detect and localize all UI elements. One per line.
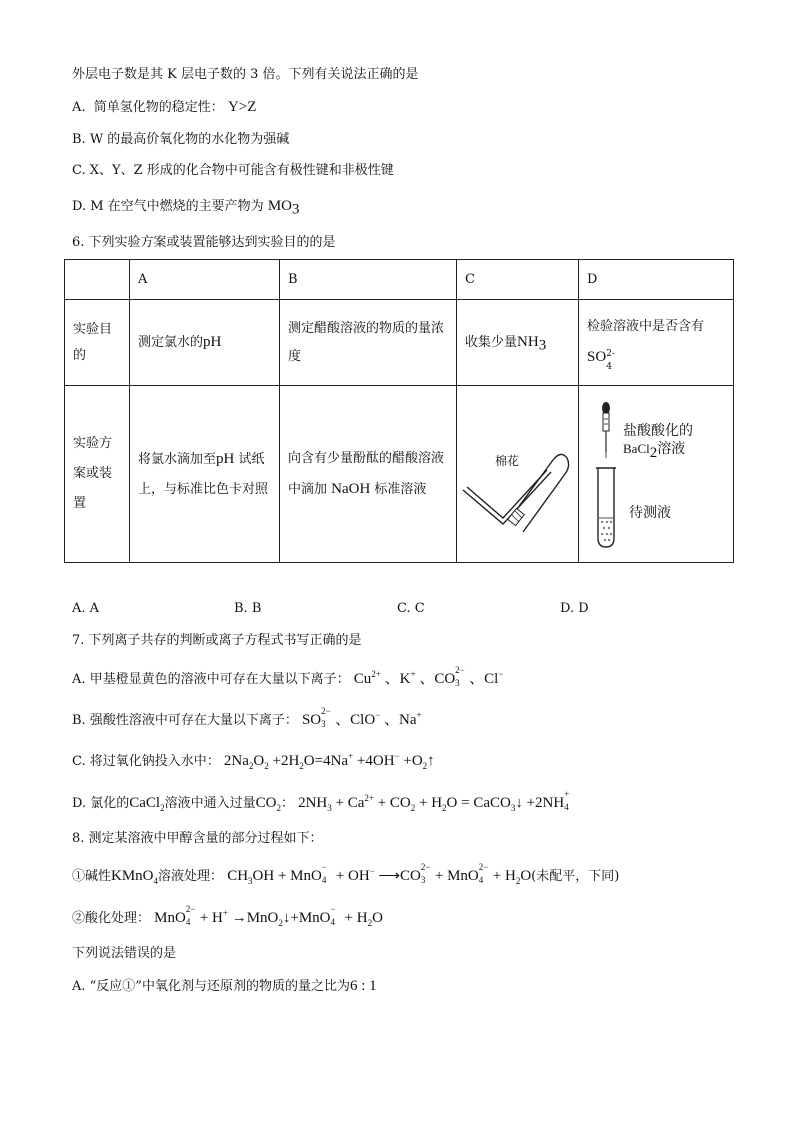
- header-b: B: [280, 260, 457, 300]
- q8-option-a: A. “反应①”中氧化剂与还原剂的物质的量之比为6 : 1: [72, 978, 377, 994]
- header-a: A: [130, 260, 280, 300]
- q7-option-d: D. 氯化的CaCl$_2$溶液中通入过量$CO_2$： $2NH_3 + Ca^{2+} + CO_2 + H_2O$ = CaCO$_3$↓ +2NH + 4: [72, 789, 570, 813]
- sulfate-test-apparatus: [579, 386, 733, 562]
- row-label-purpose: 实验目的: [65, 300, 130, 386]
- sample-label: 待测液: [629, 505, 671, 521]
- dropper-and-tube-diagram: [579, 386, 733, 562]
- table-row-method: [65, 386, 734, 563]
- q8-question: 下列说法错误的是: [72, 946, 177, 961]
- q8-step-2: ②酸化处理： MnO 2− 4 + H+ →MnO$_2$↓+MnO − 4 + $H_2O$: [72, 904, 383, 928]
- q8-stem: 8. 测定某溶液中甲醇含量的部分过程如下：: [72, 831, 323, 846]
- cell-a-method: 将氯水滴加至pH 试纸上，与标准比色卡对照: [130, 386, 280, 563]
- row-label-method: 实验方案或装置: [65, 386, 130, 563]
- header-c: C: [457, 260, 579, 300]
- inverted-tube-diagram: [457, 386, 578, 562]
- q7-option-c: C. 将过氧化钠投入水中： $2Na_2O_2 +2H_2O=4Na^+ +4OH^-$ $+O_2↑$: [72, 751, 435, 771]
- cell-c-purpose: 收集少量$NH_3$: [457, 300, 579, 386]
- experiment-table: [64, 259, 734, 563]
- cell-d-method: [579, 386, 734, 563]
- q6-option-b: B. B: [234, 601, 262, 616]
- q5-option-c: C. X、Y、Z 形成的化合物中可能含有极性键和非极性键: [72, 163, 394, 178]
- cell-a-purpose: 测定氯水的pH: [130, 300, 280, 386]
- cotton-label: 棉花: [495, 454, 520, 468]
- q7-option-a: A. 甲基橙显黄色的溶液中可存在大量以下离子： $Cu^{2+}$ 、K+ 、CO 2− 3 、Cl−: [72, 665, 504, 688]
- q8-step-1: ①碱性KMnO$_4$溶液处理： $CH_3OH$ + MnO − 4 + OH− ⟶CO 2− 3 + MnO 2− 4 + $H_2O$(未配平，下同): [72, 862, 620, 886]
- reagent-label: 盐酸酸化的 BaCl$_2$溶液: [623, 423, 693, 461]
- q5-option-d: D. M 在空气中燃烧的主要产物为 $MO_3$: [72, 198, 300, 218]
- header-blank: [65, 260, 130, 300]
- cell-c-method: [457, 386, 579, 563]
- q6-option-c: C. C: [397, 601, 425, 616]
- q6-option-a: A. A: [72, 601, 100, 616]
- q6-stem: 6. 下列实验方案或装置能够达到实验目的的是: [72, 235, 336, 250]
- cell-b-purpose: 测定醋酸溶液的物质的量浓度: [280, 300, 457, 386]
- q5-option-b: B. W 的最高价氧化物的水化物为强碱: [72, 132, 290, 147]
- table-row-purpose: [65, 300, 734, 386]
- header-d: D: [579, 260, 734, 300]
- gas-collection-apparatus: [457, 386, 578, 562]
- cell-d-purpose: 检验溶液中是否含有 SO 2- 4: [579, 300, 734, 386]
- table-header-row: [65, 260, 734, 300]
- q7-option-b: B. 强酸性溶液中可存在大量以下离子： SO 2− 3 、ClO− 、Na+: [72, 706, 422, 729]
- q5-intro: 外层电子数是其 K 层电子数的 3 倍。下列有关说法正确的是: [72, 67, 419, 82]
- q7-stem: 7. 下列离子共存的判断或离子方程式书写正确的是: [72, 633, 362, 648]
- q6-option-d: D. D: [560, 601, 589, 616]
- cell-b-method: 向含有少量酚酞的醋酸溶液中滴加 NaOH 标准溶液: [280, 386, 457, 563]
- q5-option-a: A. 简单氢化物的稳定性： Y>Z: [72, 99, 257, 115]
